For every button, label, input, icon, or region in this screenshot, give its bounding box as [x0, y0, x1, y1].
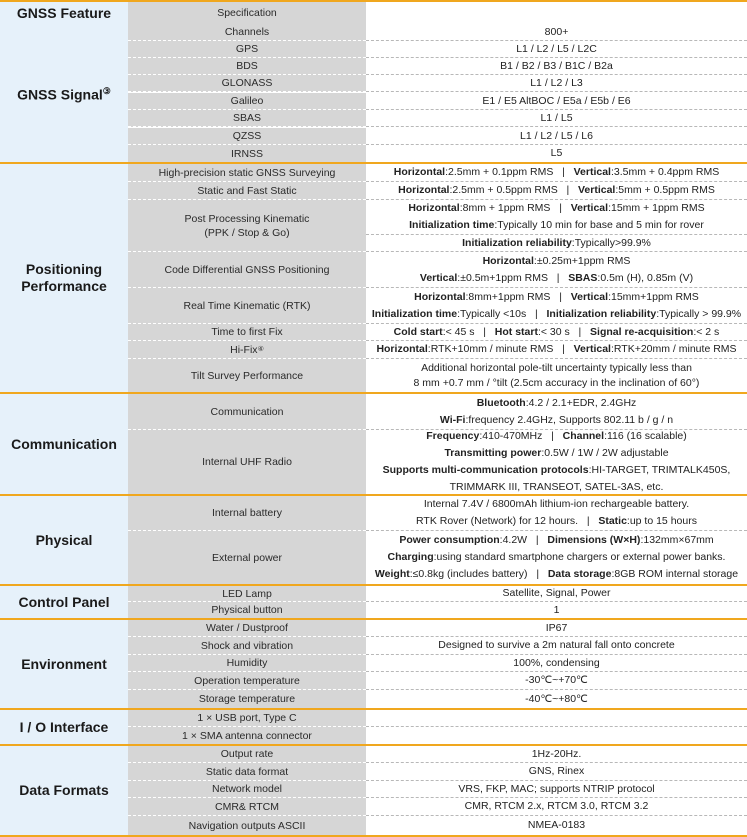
header-feature-label: GNSS Feature: [16, 4, 112, 21]
spec-physical-button: Physical button: [128, 602, 366, 618]
spec-sma-connector: 1 × SMA antenna connector: [128, 727, 366, 744]
spec-sbas: SBAS: [128, 110, 366, 127]
spec-ppk-line1: Post Processing Kinematic: [184, 212, 310, 225]
spec-tilt: Tilt Survey Performance: [128, 359, 366, 392]
header-spec-label: Specification: [217, 7, 277, 19]
value-shock-vibration: Designed to survive a 2m natural fall onto concrete: [366, 637, 747, 655]
value-rtk: Horizontal:8mm+1ppm RMS | Vertical:15mm+1ppm RMS Initialization time:Typically <10s | Initialization reliability:Typically > 99.9%: [366, 288, 747, 324]
value-channels: 800+: [366, 24, 747, 41]
value-nav-outputs-ascii: NMEA-0183: [366, 816, 747, 835]
spec-water-dustproof: Water / Dustproof: [128, 620, 366, 637]
io-feature: I / O Interface: [0, 710, 128, 744]
spec-qzss: QZSS: [128, 128, 366, 145]
value-gps: L1 / L2 / L5 / L2C: [366, 41, 747, 58]
value-uhf: Frequency:410-470MHz | Channel:116 (16 scalable) Transmitting power:0.5W / 1W / 2W adjustable Supports multi-communication protocols:HI-TARGET, TRIMTALK450S, TRIMMARK III, TRANSEOT, SATEL-3AS, etc.: [366, 430, 747, 494]
value-irnss: L5: [366, 145, 747, 162]
value-sbas: L1 / L5: [366, 110, 747, 127]
value-battery: Internal 7.4V / 6800mAh lithium-ion rechargeable battery. RTK Rover (Network) for 12 hours. | Static:up to 15 hours: [366, 496, 747, 531]
value-operation-temp: -30℃~+70℃: [366, 672, 747, 690]
spec-humidity: Humidity: [128, 655, 366, 672]
value-static-data-format: GNS, Rinex: [366, 763, 747, 781]
spec-communication: Communication: [128, 394, 366, 430]
gnss-signal-footnote: ③: [102, 85, 111, 96]
gnss-signal-label: GNSS Signal: [17, 86, 103, 103]
spec-channels: Channels: [128, 24, 366, 41]
physical-feature: Physical: [0, 496, 128, 584]
communication-feature: Communication: [0, 394, 128, 494]
section-divider: [0, 162, 747, 164]
value-bds: B1 / B2 / B3 / B1C / B2a: [366, 58, 747, 75]
spec-usb-port: 1 × USB port, Type C: [128, 710, 366, 727]
value-ppk-reliability: Initialization reliability:Typically>99.9%: [366, 235, 747, 252]
control-panel-feature: Control Panel: [0, 586, 128, 618]
spec-uhf: Internal UHF Radio: [128, 430, 366, 494]
spec-ppk: [128, 200, 366, 252]
header-value-cell: [366, 2, 747, 24]
value-sma-connector: [366, 727, 747, 744]
value-static-fast: Horizontal:2.5mm + 0.5ppm RMS | Vertical:5mm + 0.5ppm RMS: [366, 182, 747, 200]
value-communication: Bluetooth:4.2 / 2.1+EDR, 2.4GHz Wi-Fi:frequency 2.4GHz, Supports 802.11 b / g / n: [366, 394, 747, 430]
value-static-survey: Horizontal:2.5mm + 0.1ppm RMS | Vertical:3.5mm + 0.4ppm RMS: [366, 164, 747, 182]
spec-code-diff: Code Differential GNSS Positioning: [128, 252, 366, 288]
spec-hifix: Hi-Fix ④: [128, 341, 366, 359]
spec-static-data-format: Static data format: [128, 763, 366, 781]
value-output-rate: 1Hz-20Hz.: [366, 746, 747, 763]
value-physical-button: 1: [366, 602, 747, 618]
spec-ppk-line2: (PPK / Stop & Go): [204, 226, 290, 239]
spec-irnss: IRNSS: [128, 145, 366, 162]
spec-nav-outputs-ascii: Navigation outputs ASCII: [128, 816, 366, 835]
environment-feature: Environment: [0, 620, 128, 708]
spec-static-survey: High-precision static GNSS Surveying: [128, 164, 366, 182]
value-external-power: Power consumption:4.2W | Dimensions (W×H):132mm×67mm Charging:using standard smartphone chargers or external power banks. Weight:≤0.8kg (includes battery) | Data storage:8GB ROM internal storage: [366, 531, 747, 584]
value-network-model: VRS, FKP, MAC; supports NTRIP protocol: [366, 781, 747, 798]
spec-storage-temp: Storage temperature: [128, 690, 366, 708]
value-qzss: L1 / L2 / L5 / L6: [366, 128, 747, 145]
value-led-lamp: Satellite, Signal, Power: [366, 586, 747, 602]
value-storage-temp: -40℃~+80℃: [366, 690, 747, 708]
value-ppk: Horizontal:8mm + 1ppm RMS | Vertical:15mm + 1ppm RMS Initialization time:Typically 10 min for base and 5 min for rover: [366, 200, 747, 235]
value-code-diff: Horizontal:±0.25m+1ppm RMS Vertical:±0.5m+1ppm RMS | SBAS:0.5m (H), 0.85m (V): [366, 252, 747, 288]
spec-ttff: Time to first Fix: [128, 324, 366, 341]
positioning-feature: [0, 164, 128, 392]
value-usb-port: [366, 710, 747, 727]
value-galileo: E1 / E5 AltBOC / E5a / E5b / E6: [366, 93, 747, 110]
value-water-dustproof: IP67: [366, 620, 747, 637]
positioning-label-line1: Positioning: [25, 261, 103, 277]
spec-output-rate: Output rate: [128, 746, 366, 763]
value-glonass: L1 / L2 / L3: [366, 75, 747, 92]
positioning-label-line2: Performance: [21, 278, 107, 294]
spec-gps: GPS: [128, 41, 366, 58]
spec-network-model: Network model: [128, 781, 366, 798]
spec-external-power: External power: [128, 531, 366, 584]
spec-led-lamp: LED Lamp: [128, 586, 366, 602]
data-formats-feature: Data Formats: [0, 746, 128, 835]
value-humidity: 100%, condensing: [366, 655, 747, 672]
spec-rtk: Real Time Kinematic (RTK): [128, 288, 366, 324]
spec-cmr-rtcm: CMR& RTCM: [128, 798, 366, 816]
spec-bds: BDS: [128, 58, 366, 75]
spec-operation-temp: Operation temperature: [128, 672, 366, 690]
value-cmr-rtcm: CMR, RTCM 2.x, RTCM 3.0, RTCM 3.2: [366, 798, 747, 816]
value-ttff: Cold start:< 45 s | Hot start:< 30 s | Signal re-acquisition:< 2 s: [366, 324, 747, 341]
spec-static-fast: Static and Fast Static: [128, 182, 366, 200]
spec-shock-vibration: Shock and vibration: [128, 637, 366, 655]
header-spec: [128, 2, 366, 24]
value-tilt: Additional horizontal pole-tilt uncertainty typically less than 8 mm +0.7 mm / °tilt (2.5cm accuracy in the inclination of 60°): [366, 359, 747, 392]
spec-battery: Internal battery: [128, 496, 366, 531]
spec-glonass: GLONASS: [128, 75, 366, 92]
value-hifix: Horizontal:RTK+10mm / minute RMS | Vertical:RTK+20mm / minute RMS: [366, 341, 747, 359]
gnss-signal-feature: [0, 24, 128, 162]
header-feature: [0, 2, 128, 24]
spec-galileo: Galileo: [128, 93, 366, 110]
